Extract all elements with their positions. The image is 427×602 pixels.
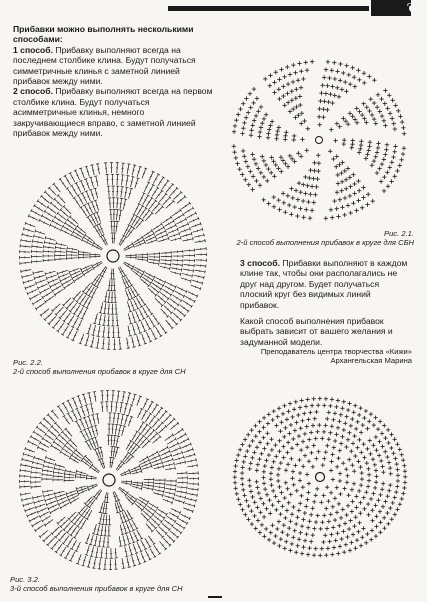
sc-wedge	[261, 153, 321, 220]
dc-wedge	[118, 267, 167, 349]
dc-wedge	[21, 261, 103, 310]
section-heading: Прибавки можно выполнять несколькими способами:	[13, 24, 213, 45]
sc-wedge	[329, 88, 406, 136]
intro-text	[13, 24, 213, 138]
author-credit	[240, 347, 412, 366]
magic-ring	[316, 473, 325, 482]
sc-wedge	[333, 138, 406, 193]
header-rule	[168, 6, 369, 11]
crochet-chart-sc-pinwheel	[222, 55, 417, 225]
page-number-mark	[205, 592, 225, 600]
crochet-chart-sc-circle	[224, 392, 416, 562]
sc-wedge	[232, 87, 305, 142]
author-line-2: Архангельская Марина	[240, 356, 412, 365]
caption-fig-2-2-text: 2-й способ выполнения прибавок в круге для СН	[13, 367, 223, 376]
caption-fig-2-1	[222, 229, 414, 247]
dc-wedge	[100, 391, 142, 468]
way-2-text: Прибавку выполняют всегда на первом столбике клина. Будут получаться асимметричные клинья, немного закручивающиеся вправо, с заметной линией прибавок между ними.	[13, 86, 213, 138]
header-tab	[371, 0, 411, 16]
way-3-paragraph	[240, 258, 412, 310]
dc-wedge	[113, 491, 161, 568]
sc-wedge	[324, 149, 375, 220]
magic-ring	[103, 474, 115, 486]
way-1-text: Прибавку выполняют всегда на последнем столбике клина. Будут получаться симметричные клинья с заметной линией прибавок между ними.	[13, 45, 196, 86]
diagram-fig-3-2	[14, 388, 204, 573]
way-1-paragraph	[13, 45, 213, 87]
diagram-fig-2-2	[13, 158, 213, 353]
crochet-chart-dc-wedges	[13, 158, 213, 353]
diagram-fig-2-1	[222, 55, 417, 225]
dc-wedge	[124, 202, 206, 251]
dc-wedge	[21, 484, 98, 532]
dc-wedge	[120, 428, 197, 476]
dc-wedge	[76, 492, 118, 569]
ornament-icon: ❦	[406, 0, 419, 16]
dc-wedge	[59, 164, 108, 246]
page-header-bar	[0, 0, 427, 16]
sc-wedge	[263, 59, 314, 130]
sc-wedge	[232, 144, 309, 192]
way-2-label: 2 способ.	[13, 86, 53, 96]
magic-ring	[107, 250, 119, 262]
caption-fig-3-2	[10, 575, 220, 593]
author-line-1: Преподаватель центра творчества «Кижи»	[240, 347, 412, 356]
way-1-label: 1 способ.	[13, 45, 53, 55]
dc-wedge	[121, 471, 198, 513]
sc-wedge	[317, 60, 377, 127]
diagram-sc-circle	[224, 392, 416, 562]
way-3-text: Прибавки выполняют в каждом клине так, чтобы они располагались не друг над другом. Будет получаться плоский круг без видимых линий прибавок.	[240, 258, 407, 310]
dc-wedge	[20, 447, 97, 489]
crochet-chart-dc-wedges-staggered	[14, 388, 204, 573]
caption-fig-2-1-number: Рис. 2.1.	[222, 229, 414, 238]
magic-ring	[316, 137, 323, 144]
caption-fig-3-2-text: 3-й способ выполнения прибавок в круге для СН	[10, 584, 220, 593]
way-2-paragraph	[13, 86, 213, 138]
way-3-label: 3 способ.	[240, 258, 280, 268]
choice-paragraph: Какой способ выполнения прибавок выбрать зависит от вашего желания и задуманной модели.	[240, 316, 412, 347]
caption-fig-2-1-text: 2-й способ выполнения прибавок в круге для СБН	[222, 238, 414, 247]
caption-fig-3-2-number: Рис. 3.2.	[10, 575, 220, 584]
dc-wedge	[57, 392, 105, 469]
caption-fig-2-2	[13, 358, 223, 376]
method-3-text	[240, 258, 412, 353]
caption-fig-2-2-number: Рис. 2.2.	[13, 358, 223, 367]
sc-rounds	[233, 397, 408, 558]
